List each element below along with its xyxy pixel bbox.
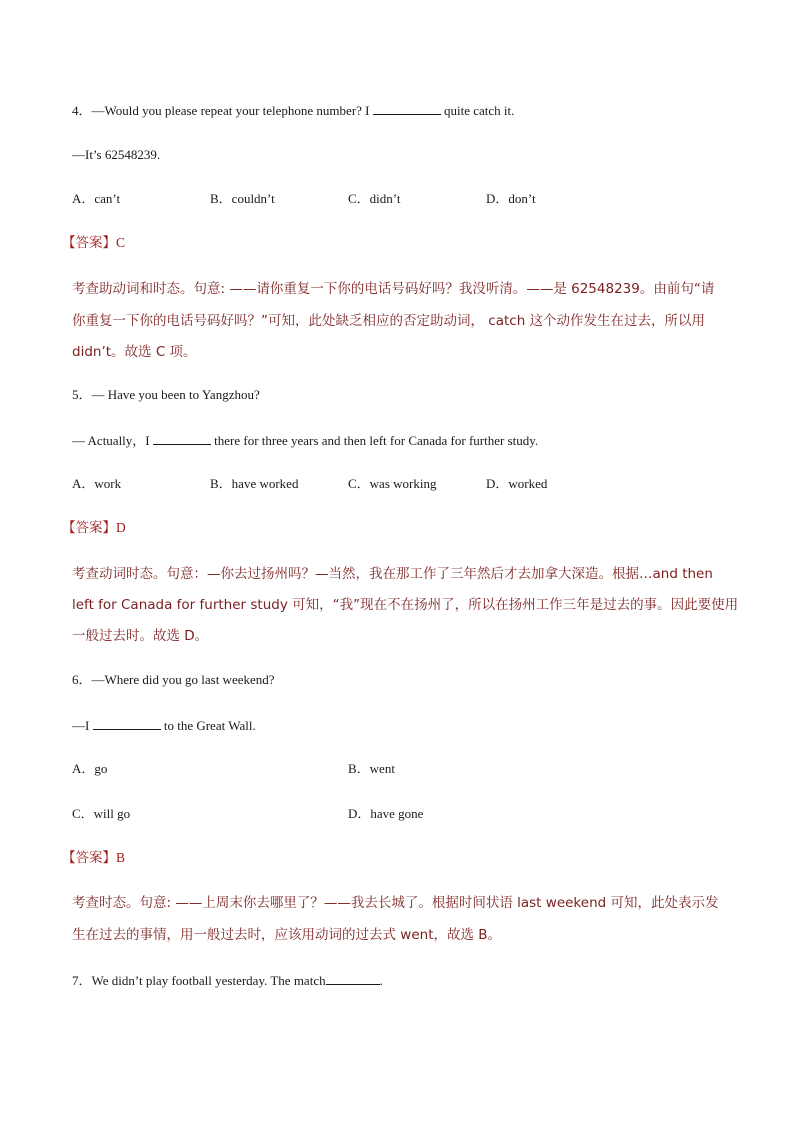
question-6-reply: —I to the Great Wall. — [72, 718, 256, 733]
answer-blank — [93, 717, 161, 730]
q5-explanation-line-1: 考查动词时态。句意：—你去过扬州吗？—当然，我在那工作了三年然后才去加拿大深造。根据…and then — [72, 566, 713, 582]
q6-option-d: D．have gone — [348, 806, 424, 821]
question-6-stem: 6．—Where did you go last weekend? — [72, 672, 275, 687]
q4-option-c: C．didn’t — [348, 191, 401, 206]
answer-blank — [326, 972, 380, 985]
q6-explanation-line-1: 考查时态。句意: ——上周末你去哪里了？——我去长城了。根据时间状语 last weekend 可知，此处表示发 — [72, 895, 719, 911]
q6-explanation-line-2: 生在过去的事情，用一般过去时，应该用动词的过去式 went，故选 B。 — [72, 927, 502, 943]
question-5-reply: — Actually，I there for three years and then left for Canada for further study. — [72, 433, 539, 448]
q4-explanation-line-1: 考查助动词和时态。句意: ——请你重复一下你的电话号码好吗？我没听清。——是 62548239。由前句“请 — [72, 281, 715, 297]
question-4-stem: 4．—Would you please repeat your telephone number? I quite catch it. — [72, 103, 515, 118]
q5-answer: 【答案】D — [62, 520, 126, 536]
q5-option-c: C．was working — [348, 476, 437, 491]
q5-option-d: D．worked — [486, 476, 548, 491]
q5-explanation-line-3: 一般过去时。故选 D。 — [72, 628, 209, 644]
question-4-reply: —It’s 62548239. — [72, 147, 161, 162]
q4-option-b: B．couldn’t — [210, 191, 275, 206]
q6-option-b: B．went — [348, 761, 395, 776]
q4-answer: 【答案】C — [62, 235, 126, 251]
q5-option-b: B．have worked — [210, 476, 299, 491]
q5-explanation-line-2: left for Canada for further study 可知，“我”现在不在扬州了，所以在扬州工作三年是过去的事。因此要使用 — [72, 597, 739, 613]
q6-option-a: A．go — [72, 761, 108, 776]
q6-answer: 【答案】B — [62, 850, 126, 866]
q4-explanation-line-2: 你重复一下你的电话号码好吗？”可知，此处缺乏相应的否定助动词， catch 这个动作发生在过去，所以用 — [72, 313, 706, 329]
answer-blank — [153, 432, 211, 445]
q4-explanation-line-3: didn’t。故选 C 项。 — [72, 344, 197, 360]
q5-option-a: A．work — [72, 476, 122, 491]
question-5-stem: 5．— Have you been to Yangzhou? — [72, 387, 260, 402]
q4-option-d: D．don’t — [486, 191, 536, 206]
q6-option-c: C．will go — [72, 806, 131, 821]
answer-blank — [373, 102, 441, 115]
question-7-stem: 7．We didn’t play football yesterday. The match . — [72, 973, 383, 988]
q4-option-a: A．can’t — [72, 191, 121, 206]
